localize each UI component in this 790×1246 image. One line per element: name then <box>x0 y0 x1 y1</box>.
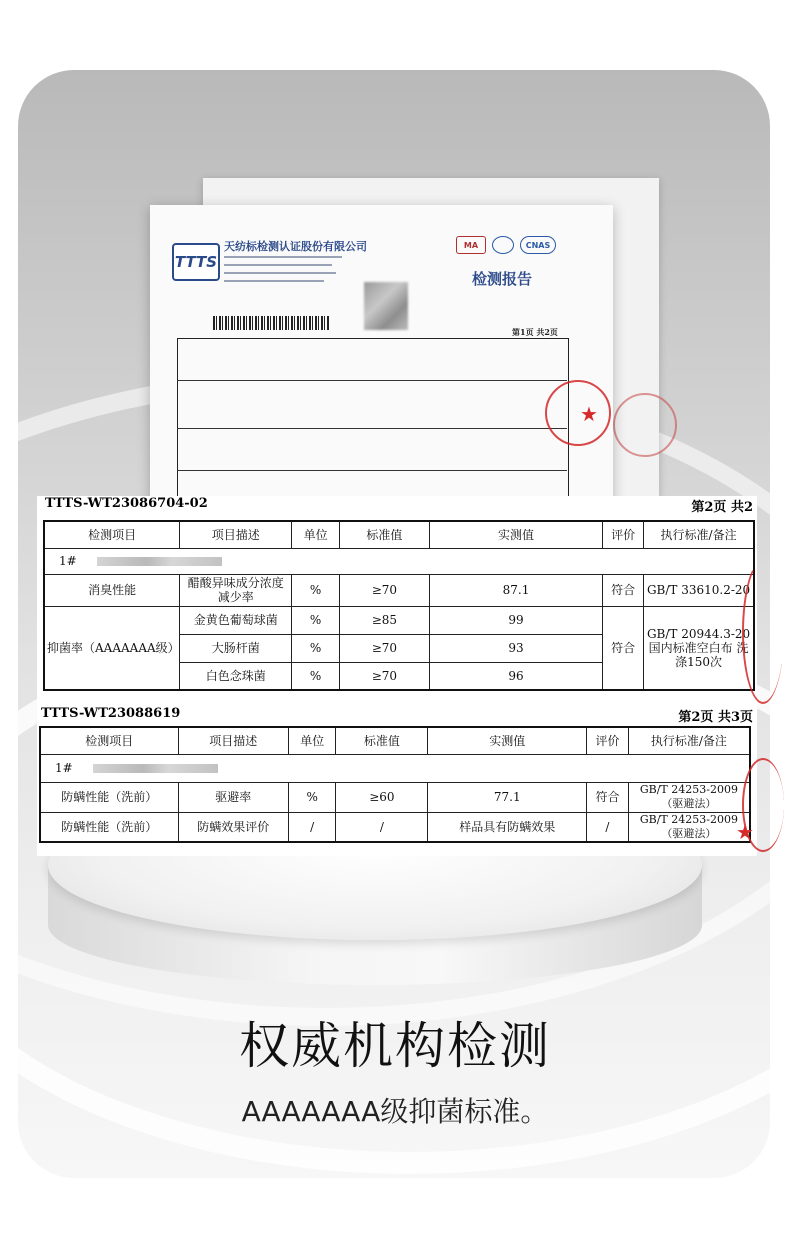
item-description: 驱避率 <box>178 782 288 812</box>
page-indicator: 第2页 共3页 <box>678 710 753 725</box>
standard-value: ≥60 <box>336 782 428 812</box>
unit: % <box>288 782 335 812</box>
company-name: 天纺标检测认证股份有限公司 <box>224 240 367 253</box>
unit: / <box>288 812 335 842</box>
measured-value: 96 <box>429 662 602 690</box>
form-row-line <box>177 470 567 471</box>
unit: % <box>292 606 339 634</box>
col-header: 实测值 <box>428 727 587 754</box>
col-header: 评价 <box>587 727 629 754</box>
standard-value: ≥70 <box>339 634 429 662</box>
blurred-sample-name <box>93 764 218 773</box>
blurred-sample-name <box>97 557 222 566</box>
headline: 权威机构检测 <box>239 1017 551 1075</box>
standard-value: ≥85 <box>339 606 429 634</box>
test-table-1 <box>37 496 757 706</box>
col-header: 项目描述 <box>180 521 292 548</box>
standard-note: GB/T 24253-2009 （驱避法） <box>628 812 750 842</box>
col-header: 检测项目 <box>44 521 180 548</box>
sample-id: 1# <box>59 554 77 568</box>
report-number: TTTS-WT23088619 <box>41 706 181 721</box>
sample-row <box>40 754 750 782</box>
certification-marks <box>456 236 556 254</box>
unit: % <box>292 634 339 662</box>
ma-mark-icon: MA <box>456 236 486 254</box>
company-subtext <box>224 280 324 282</box>
page-indicator: 第2页 共2 <box>691 500 753 515</box>
seal-star-icon: ★ <box>580 402 598 426</box>
measured-value: 样品具有防螨效果 <box>428 812 587 842</box>
col-header: 标准值 <box>339 521 429 548</box>
item-description: 白色念珠菌 <box>180 662 292 690</box>
unit: % <box>292 574 339 606</box>
evaluation: 符合 <box>603 606 644 690</box>
ttts-logo: TTTS <box>172 243 220 281</box>
col-header: 检测项目 <box>40 727 178 754</box>
measured-value: 93 <box>429 634 602 662</box>
test-item: 抑菌率（AAAAAAA级） <box>44 606 180 690</box>
test-item: 消臭性能 <box>44 574 180 606</box>
seal-star-icon: ★ <box>736 820 754 844</box>
evaluation: 符合 <box>587 782 629 812</box>
col-header: 执行标准/备注 <box>628 727 750 754</box>
standard-note: GB/T 33610.2-20 <box>644 574 754 606</box>
report-barcode <box>213 316 329 330</box>
report-title: 检测报告 <box>472 270 533 288</box>
col-header: 标准值 <box>336 727 428 754</box>
company-subtext <box>224 256 342 258</box>
standard-note: GB/T 24253-2009 （驱避法） <box>628 782 750 812</box>
sample-id: 1# <box>55 761 73 775</box>
standard-value: ≥70 <box>339 662 429 690</box>
blurred-qr-code <box>364 282 408 330</box>
evaluation: 符合 <box>603 574 644 606</box>
measured-value: 77.1 <box>428 782 587 812</box>
item-description: 防螨效果评价 <box>178 812 288 842</box>
unit: % <box>292 662 339 690</box>
cnas-mark-icon: CNAS <box>520 236 556 254</box>
standard-note: GB/T 20944.3-20 国内标准空白布 洗涤150次 <box>644 606 754 690</box>
standard-value: ≥70 <box>339 574 429 606</box>
page-mark: 第1页 共2页 <box>512 327 558 337</box>
red-seal <box>545 380 611 446</box>
company-subtext <box>224 272 336 274</box>
test-table-2 <box>37 706 757 856</box>
standard-value: / <box>336 812 428 842</box>
col-header: 实测值 <box>429 521 602 548</box>
form-row-line <box>177 428 567 429</box>
red-seal-edge <box>742 560 784 704</box>
col-header: 评价 <box>603 521 644 548</box>
sample-row <box>44 548 754 574</box>
col-header: 单位 <box>292 521 339 548</box>
results-table <box>39 726 751 843</box>
item-description: 大肠杆菌 <box>180 634 292 662</box>
company-subtext <box>224 264 332 266</box>
red-seal <box>613 393 677 457</box>
item-description: 金黄色葡萄球菌 <box>180 606 292 634</box>
test-item: 防螨性能（洗前） <box>40 782 178 812</box>
subheadline: AAAAAAA级抑菌标准。 <box>241 1095 549 1128</box>
report-form-frame <box>177 338 569 509</box>
col-header: 项目描述 <box>178 727 288 754</box>
col-header: 单位 <box>288 727 335 754</box>
report-number: TTTS-WT23086704-02 <box>45 496 208 511</box>
form-row-line <box>177 380 567 381</box>
ilac-mark-icon <box>492 236 514 254</box>
results-table <box>43 520 755 691</box>
evaluation: / <box>587 812 629 842</box>
test-item: 防螨性能（洗前） <box>40 812 178 842</box>
item-description: 醋酸异味成分浓度减少率 <box>180 574 292 606</box>
col-header: 执行标准/备注 <box>644 521 754 548</box>
measured-value: 99 <box>429 606 602 634</box>
measured-value: 87.1 <box>429 574 602 606</box>
